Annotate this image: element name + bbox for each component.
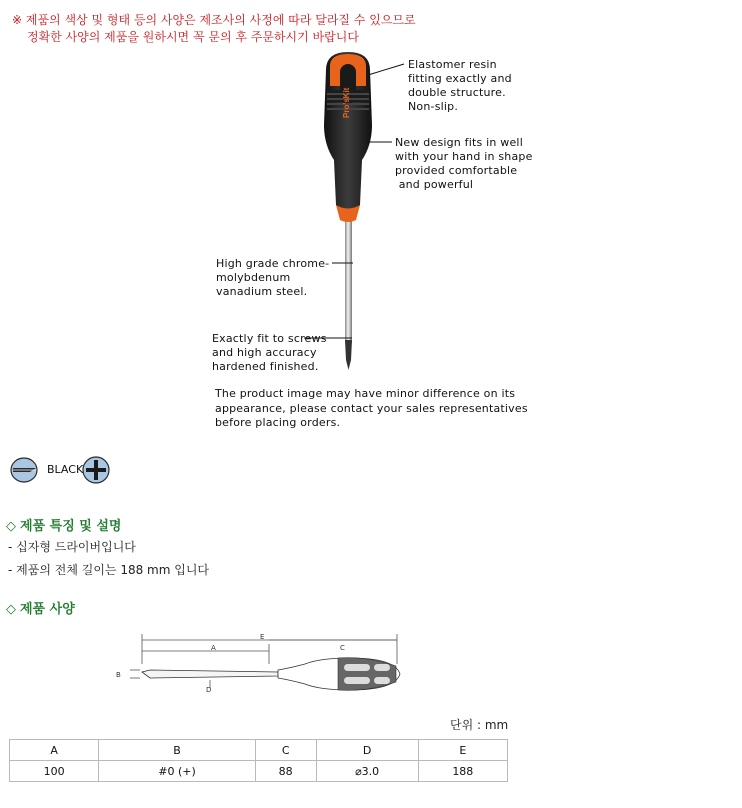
brand-logo: Pro'sKit [342,87,351,118]
unit-label: 단위 : mm [450,718,509,732]
dim-label-c: C [340,644,345,652]
dim-label-d: D [206,686,212,694]
callout-steel: High grade chrome- molybdenum vanadium steel. [216,257,330,298]
table-cell: #0 (+) [99,761,255,782]
tip-type [10,455,120,485]
callout-tip: Exactly fit to screws and high accuracy hardened finished. [212,332,327,373]
notice-line-1: ※ 제품의 색상 및 형태 등의 사양은 제조사의 사정에 따라 달라질 수 있으므로 [12,13,416,27]
feature-item: - 십자형 드라이버입니다 [8,540,136,554]
table-header-cell: B [99,740,255,761]
callout-elastomer: Elastomer resin fitting exactly and double structure. Non-slip. [408,58,512,113]
dimension-diagram [110,628,410,702]
table-header-cell: E [418,740,507,761]
spec-table [9,739,508,782]
callout-design: New design fits in well with your hand in shape provided comfortable and powerful [395,136,533,191]
table-header-cell: D [316,740,418,761]
feature-item: - 제품의 전체 길이는 188 mm 입니다 [8,563,210,577]
table-header-cell: C [255,740,316,761]
diamond-icon: ◇ [6,519,16,534]
spec-title: ◇ 제품 사양 [6,602,75,617]
notice-line-2: 정확한 사양의 제품을 원하시면 꼭 문의 후 주문하시기 바랍니다 [27,30,359,44]
screwdriver-shaft [345,218,352,343]
dim-label-a: A [211,644,216,652]
table-header-row [10,740,508,761]
phillips-icon [83,457,109,483]
dim-label-e: E [260,633,265,641]
table-cell: ⌀3.0 [316,761,418,782]
product-note: The product image may have minor difference on its appearance, please contact your sales representatives before placing orders. [215,387,528,429]
tip-color-label: BLACK [47,463,84,476]
screwdriver-tip [345,340,352,370]
table-cell: 88 [255,761,316,782]
diamond-icon: ◇ [6,602,16,617]
features-title: ◇ 제품 특징 및 설명 [6,519,122,534]
dim-label-b: B [116,671,121,679]
table-row [10,761,508,782]
table-cell: 188 [418,761,507,782]
table-cell: 100 [10,761,99,782]
table-header-cell: A [10,740,99,761]
dimension-drawing [110,628,410,698]
